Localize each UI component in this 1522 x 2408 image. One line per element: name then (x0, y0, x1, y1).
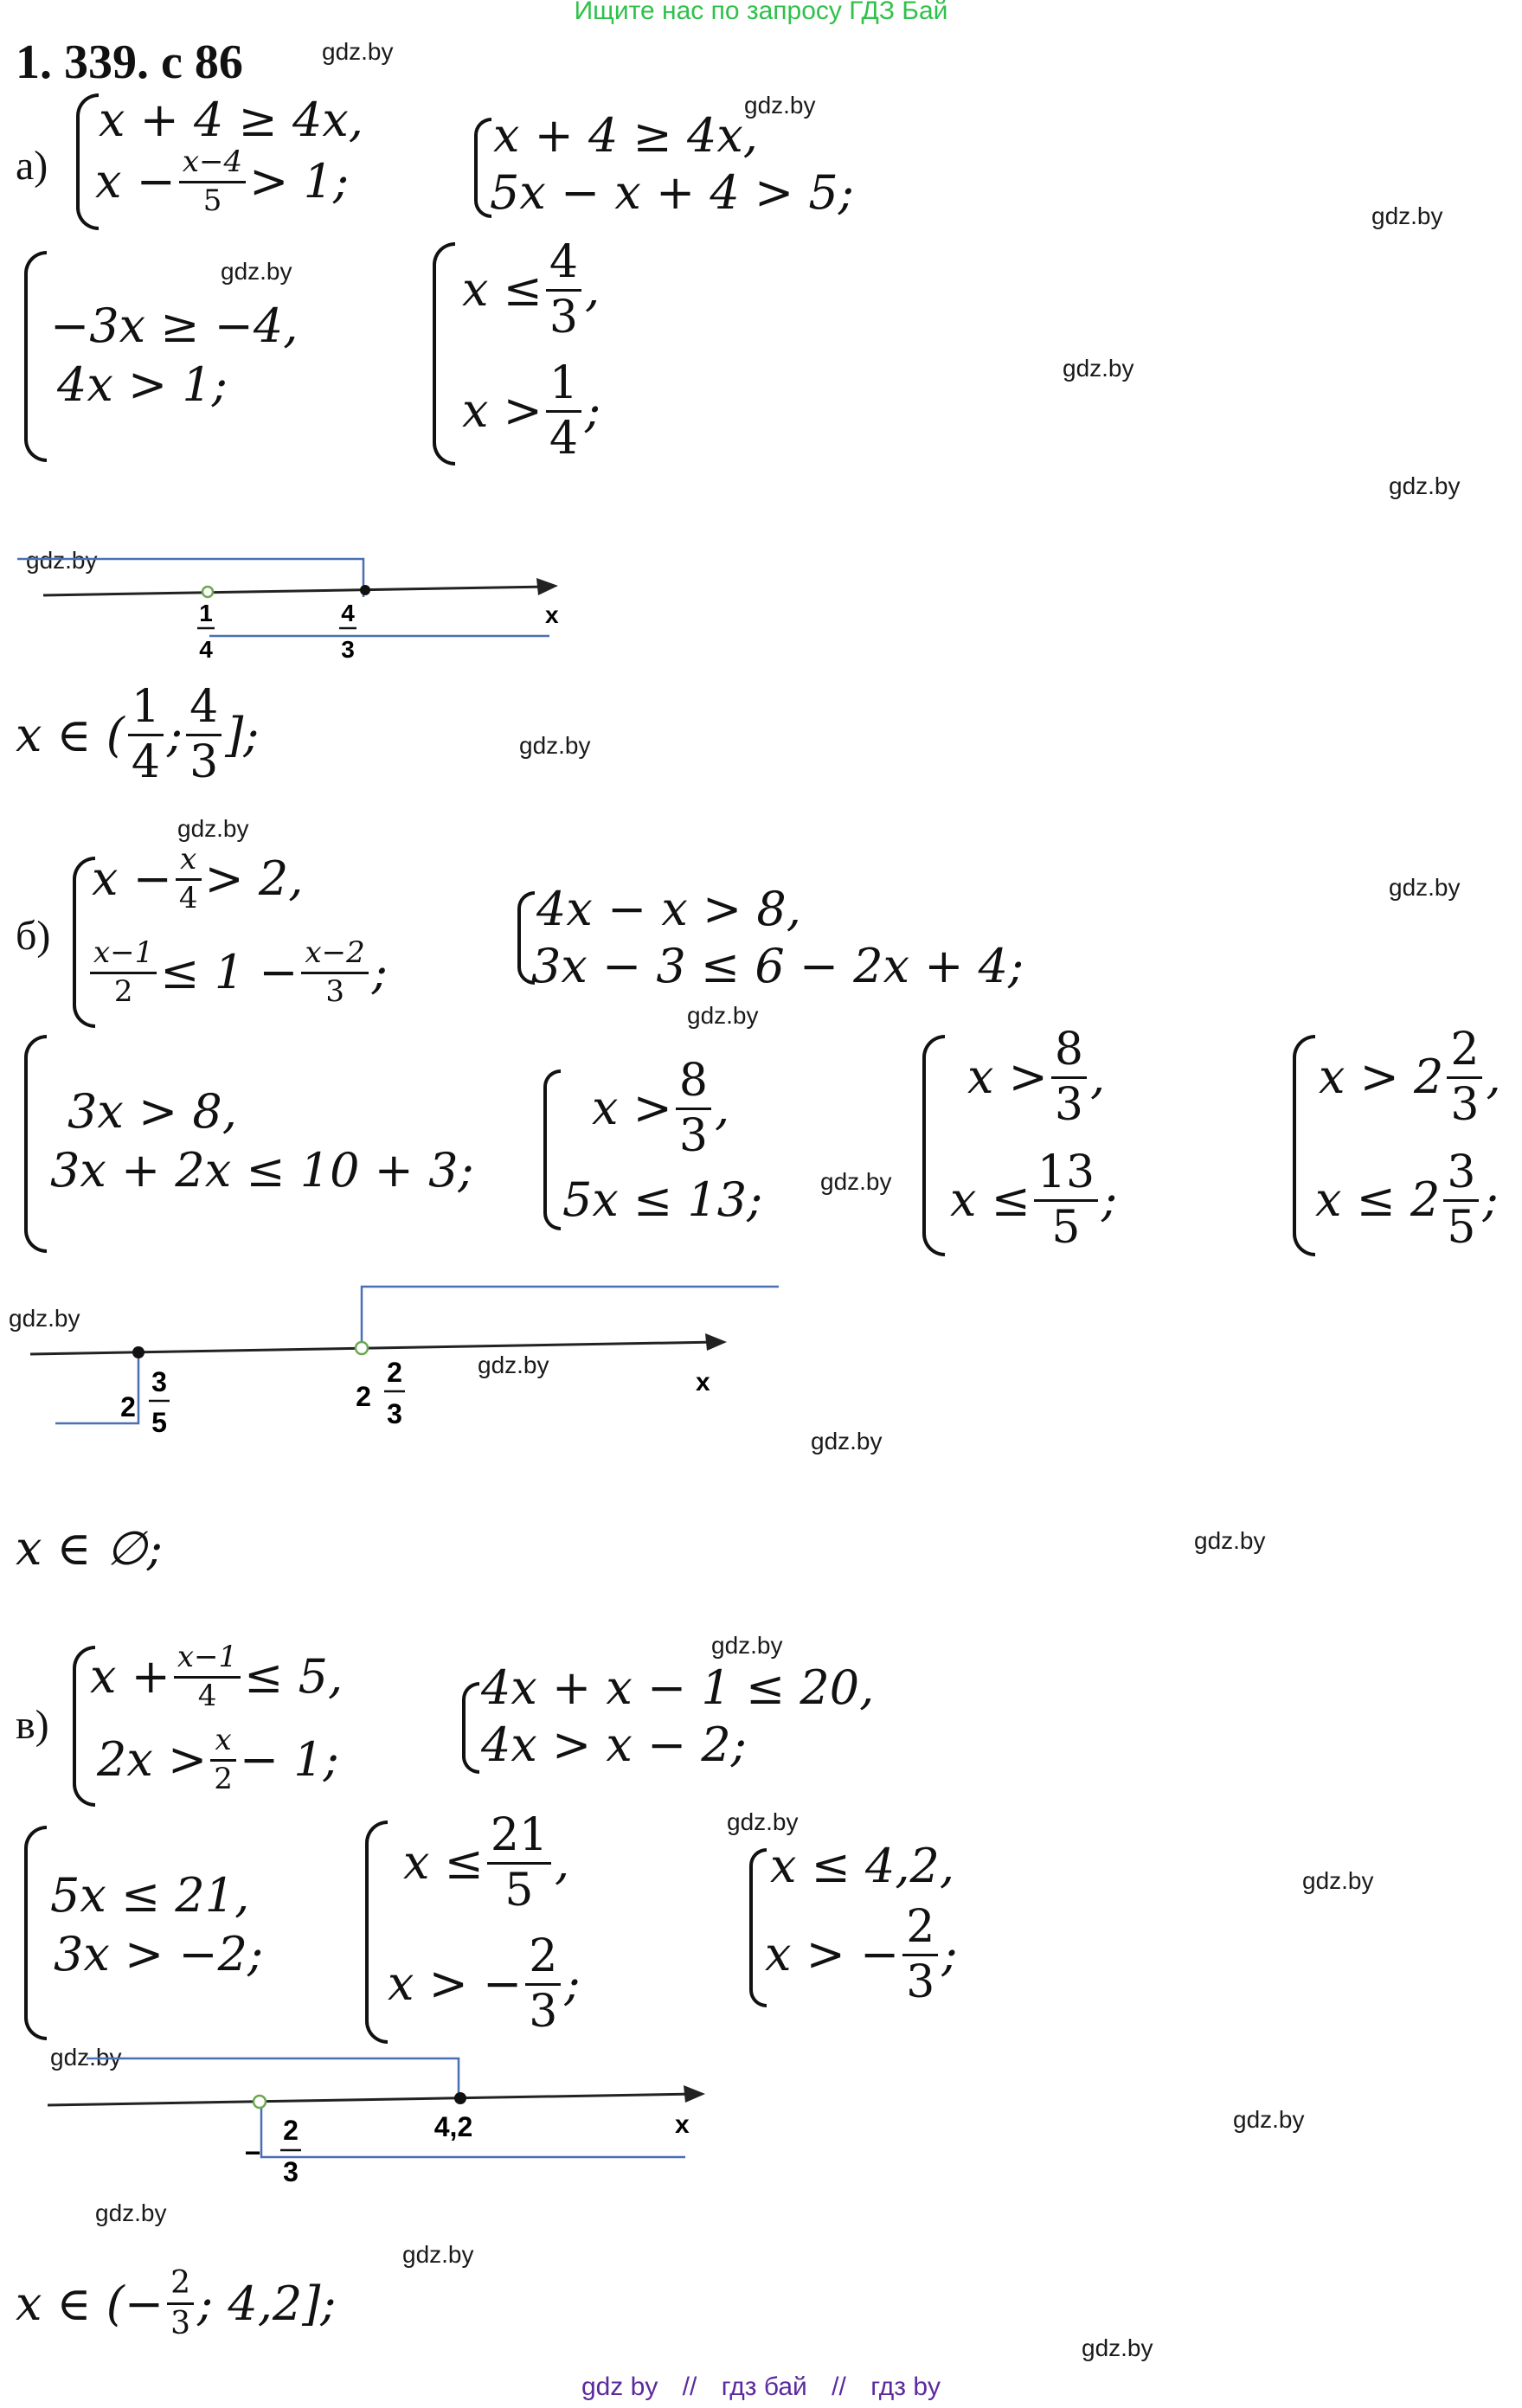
watermark: gdz.by (9, 1305, 80, 1332)
watermark: gdz.by (727, 1808, 799, 1835)
watermark: gdz.by (1371, 202, 1443, 229)
svg-text:2: 2 (387, 1357, 402, 1388)
inequality: −3x ≥ −4, (50, 299, 299, 353)
svg-text:3: 3 (341, 636, 355, 663)
footer-links (0, 2373, 1522, 2402)
watermark: gdz.by (1389, 874, 1461, 901)
svg-text:2: 2 (120, 1391, 136, 1422)
inequality: 2x > $\frac{x}{2}$ − 1; (97, 1723, 339, 1796)
watermark: gdz.by (322, 38, 394, 65)
inequality: 3x − 3 ≤ 6 − 2x + 4; (531, 939, 1024, 993)
footer-link-2[interactable]: гдз бай (721, 2373, 807, 2401)
watermark: gdz.by (820, 1168, 892, 1195)
open-point-marker (202, 587, 213, 597)
watermark: gdz.by (95, 2199, 167, 2226)
inequality: x ≤ $\frac{13}{5}$ ; (950, 1146, 1118, 1254)
watermark: gdz.by (1233, 2106, 1305, 2133)
axis-tick-label (245, 2115, 301, 2187)
search-hint-link[interactable]: Ищите нас по запросу ГДЗ Бай (574, 0, 948, 25)
svg-text:3: 3 (283, 2156, 299, 2187)
axis-x-label: x (696, 1368, 710, 1397)
inequality: x + 4 ≥ 4x, (493, 108, 758, 163)
axis-tick-label (197, 600, 215, 663)
watermark: gdz.by (177, 815, 249, 842)
closed-point-marker (132, 1346, 144, 1358)
watermark: gdz.by (402, 2241, 474, 2268)
inequality: x > − $\frac{2}{3}$ ; (765, 1901, 958, 2008)
watermark: gdz.by (687, 1002, 759, 1029)
axis-tick-label (120, 1366, 170, 1438)
inequality: $\frac{x-1}{2}$ ≤ 1 − $\frac{x-2}{3}$ ; (87, 938, 388, 1007)
watermark: gdz.by (1082, 2334, 1153, 2361)
inequality: x − $\frac{x}{4}$ > 2, (92, 842, 304, 915)
svg-text:3: 3 (387, 1398, 402, 1429)
watermark: gdz.by (519, 732, 591, 759)
watermark: gdz.by (744, 92, 816, 119)
inequality: 5x ≤ 21, (50, 1868, 250, 1923)
axis-tick-label: 4,2 (433, 2111, 473, 2142)
footer-link-1[interactable]: gdz by (581, 2373, 658, 2401)
open-point-marker (356, 1342, 368, 1354)
svg-text:3: 3 (151, 1366, 167, 1397)
axis-x-label: x (675, 2110, 690, 2139)
inequality: x − $\frac{x-4}{5}$ > 1; (95, 144, 350, 218)
watermark: gdz.by (50, 2044, 122, 2071)
svg-text:2: 2 (356, 1381, 371, 1412)
inequality: x > 2 $\frac{2}{3}$ , (1319, 1024, 1501, 1131)
watermark: gdz.by (811, 1428, 883, 1454)
svg-text:1: 1 (199, 600, 213, 626)
open-point-marker (254, 2096, 266, 2108)
svg-text:5: 5 (151, 1407, 167, 1438)
axis-tick-label (356, 1357, 405, 1429)
inequality: 5x ≤ 13; (562, 1172, 763, 1227)
watermark: gdz.by (711, 1632, 783, 1659)
axis-x-label: x (545, 601, 559, 628)
watermark: gdz.by (1389, 472, 1461, 499)
closed-point-marker (454, 2092, 466, 2104)
footer-link-3[interactable]: гдз by (870, 2373, 941, 2401)
footer-sep-2: // (832, 2373, 846, 2401)
inequality: x > $\frac{1}{4}$ ; (462, 357, 601, 465)
part-b-label: б) (16, 913, 51, 959)
axis-tick-label (339, 600, 356, 663)
inequality: 4x > 1; (57, 357, 228, 412)
inequality: x > $\frac{8}{3}$ , (592, 1055, 730, 1162)
inequality: x ≤ $\frac{4}{3}$ , (462, 236, 600, 344)
inequality: 5x − x + 4 > 5; (490, 165, 854, 220)
inequality: 3x > 8, (67, 1084, 237, 1139)
inequality: 3x > −2; (54, 1927, 264, 1981)
inequality: x ≤ 4,2, (770, 1839, 955, 1893)
watermark: gdz.by (478, 1352, 549, 1378)
inequality: x + $\frac{x-1}{4}$ ≤ 5, (90, 1640, 344, 1713)
page-title: 1. 339. с 86 (16, 35, 243, 89)
inequality: x ≤ $\frac{21}{5}$ , (403, 1809, 570, 1917)
inequality: x + 4 ≥ 4x, (99, 93, 363, 147)
closed-point-marker (360, 585, 370, 595)
svg-text:4: 4 (341, 600, 355, 626)
svg-text:4: 4 (199, 636, 213, 663)
inequality: x > $\frac{8}{3}$ , (967, 1024, 1106, 1131)
watermark: gdz.by (26, 547, 98, 574)
inequality: 4x − x > 8, (536, 882, 801, 936)
svg-text:−: − (244, 2137, 261, 2168)
part-a-label: а) (16, 143, 48, 189)
watermark: gdz.by (1194, 1527, 1266, 1554)
inequality: 4x + x − 1 ≤ 20, (481, 1660, 875, 1715)
number-line-v (26, 2046, 718, 2193)
watermark: gdz.by (1063, 355, 1134, 382)
inequality: x ≤ 2 $\frac{3}{5}$ ; (1315, 1146, 1499, 1254)
part-b-answer: x ∈ ∅; (16, 1521, 163, 1576)
inequality: x > − $\frac{2}{3}$ ; (388, 1930, 581, 2038)
part-v-answer: x ∈ (− $\frac{2}{3}$ ; 4,2]; (16, 2265, 337, 2341)
number-line-a (17, 536, 571, 675)
svg-text:2: 2 (283, 2115, 299, 2146)
inequality: 4x > x − 2; (481, 1718, 747, 1772)
number-line-b (17, 1276, 779, 1467)
part-a-answer: x ∈ ( $\frac{1}{4}$ ; $\frac{4}{3}$ ]; (16, 681, 260, 788)
part-v-label: в) (16, 1702, 49, 1748)
footer-sep-1: // (682, 2373, 697, 2401)
watermark: gdz.by (221, 258, 292, 285)
watermark: gdz.by (1302, 1867, 1374, 1894)
inequality: 3x + 2x ≤ 10 + 3; (50, 1143, 474, 1198)
